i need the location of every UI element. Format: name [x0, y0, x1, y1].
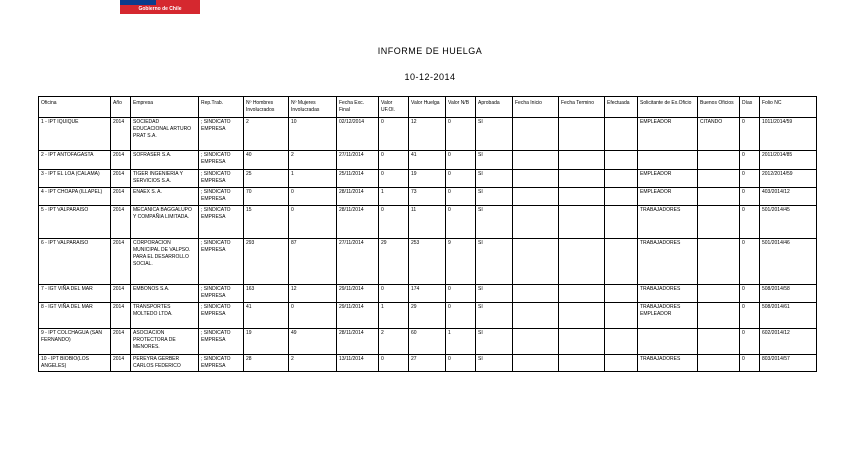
table-cell: 13/11/2014	[337, 355, 379, 372]
table-cell: 0	[446, 188, 476, 206]
table-cell: 60	[409, 329, 446, 355]
table-row	[39, 151, 817, 170]
table-cell: 1 - IPT IQUIQUE	[39, 118, 111, 151]
table-cell: 1	[379, 303, 409, 329]
table-cell: 293	[244, 239, 289, 285]
table-cell: 403/2014/12	[760, 188, 817, 206]
table-cell	[605, 118, 638, 151]
table-cell: 2014	[111, 329, 131, 355]
table-cell: 1	[379, 188, 409, 206]
table-cell: 2014	[111, 118, 131, 151]
table-cell: 0	[740, 239, 760, 285]
report-title: INFORME DE HUELGA	[377, 46, 483, 56]
table-cell: SOFRASER S.A.	[131, 151, 199, 170]
table-cell: 6 - IPT VALPARAISO	[39, 239, 111, 285]
table-cell: 0	[740, 206, 760, 239]
table-cell: ; SINDICATO EMPRESA	[199, 151, 244, 170]
table-cell	[559, 118, 605, 151]
table-body	[39, 118, 817, 372]
column-header: Año	[111, 97, 131, 118]
column-header: Rep.Trab.	[199, 97, 244, 118]
table-cell	[638, 329, 698, 355]
table-cell: 0	[740, 303, 760, 329]
table-cell	[559, 239, 605, 285]
table-cell: 0	[446, 206, 476, 239]
table-cell: 0	[740, 285, 760, 303]
table-cell	[559, 285, 605, 303]
table-cell: 40	[244, 151, 289, 170]
table-cell: ; SINDICATO EMPRESA	[199, 170, 244, 188]
table-cell: 2014	[111, 170, 131, 188]
table-cell: 11	[409, 206, 446, 239]
column-header: Fecha Termino	[559, 97, 605, 118]
table-cell: PEREYRA GERBER CARLOS FEDERICO	[131, 355, 199, 372]
column-header: Nº Hombres Involucrados	[244, 97, 289, 118]
table-cell: 2014	[111, 151, 131, 170]
table-row	[39, 329, 817, 355]
table-cell: 2	[379, 329, 409, 355]
column-header: Aprobada	[476, 97, 513, 118]
column-header: Solicitante de Ex.Oficio	[638, 97, 698, 118]
table-cell: CITANDO	[698, 118, 740, 151]
table-cell: 0	[379, 285, 409, 303]
table-cell: 501/2014/46	[760, 239, 817, 285]
table-cell: 29	[409, 303, 446, 329]
table-cell: 41	[409, 151, 446, 170]
table-row	[39, 239, 817, 285]
column-header: Valor Huelga	[409, 97, 446, 118]
strike-report-table	[38, 96, 817, 372]
table-cell: 253	[409, 239, 446, 285]
table-cell: 2014	[111, 355, 131, 372]
column-header: Valor UF.Ol.	[379, 97, 409, 118]
table-cell: ; SINDICATO EMPRESA	[199, 239, 244, 285]
table-cell	[559, 355, 605, 372]
table-cell: 0	[740, 170, 760, 188]
table-row	[39, 170, 817, 188]
table-cell: 19	[409, 170, 446, 188]
table-cell: SI	[476, 206, 513, 239]
column-header: Buenos Oficios	[698, 97, 740, 118]
logo-text: Gobierno de Chile	[120, 5, 200, 14]
table-cell: CORPORACION MUNICIPAL DE VALPSO. PARA EL DESARROLLO SOCIAL.	[131, 239, 199, 285]
table-cell: SI	[476, 303, 513, 329]
column-header: Empresa	[131, 97, 199, 118]
table-cell	[605, 170, 638, 188]
table-cell: 0	[289, 206, 337, 239]
table-cell: MECANICA BAGGALUPO Y COMPAÑIA LIMITADA.	[131, 206, 199, 239]
table-cell: 29/11/2014	[337, 303, 379, 329]
table-cell: 0	[379, 355, 409, 372]
table-cell: TRABAJADORES	[638, 206, 698, 239]
table-cell: 28	[244, 355, 289, 372]
table-cell	[513, 285, 559, 303]
table-cell	[605, 239, 638, 285]
table-cell: TRABAJADORES	[638, 239, 698, 285]
table-cell: 0	[740, 118, 760, 151]
table-cell: EMPLEADOR	[638, 118, 698, 151]
table-cell: ; SINDICATO EMPRESA	[199, 206, 244, 239]
table-cell	[605, 188, 638, 206]
table-cell: 28/11/2014	[337, 188, 379, 206]
table-cell: 0	[740, 355, 760, 372]
table-cell	[698, 188, 740, 206]
table-cell: ; SINDICATO EMPRESA	[199, 118, 244, 151]
table-cell	[605, 206, 638, 239]
table-cell: SI	[476, 151, 513, 170]
table-cell: 2014	[111, 188, 131, 206]
column-header: Fecha Exc. Final	[337, 97, 379, 118]
table-cell	[605, 329, 638, 355]
table-cell: 0	[289, 188, 337, 206]
table-cell: 174	[409, 285, 446, 303]
table-cell: 1	[289, 170, 337, 188]
table-cell: EMPLEADOR	[638, 170, 698, 188]
table-cell: ENAEX S. A.	[131, 188, 199, 206]
table-cell: SI	[476, 239, 513, 285]
table-cell: 27	[409, 355, 446, 372]
table-cell	[698, 355, 740, 372]
table-cell: SI	[476, 188, 513, 206]
table-cell	[605, 285, 638, 303]
table-cell: 28/11/2014	[337, 206, 379, 239]
report-date: 10-12-2014	[404, 72, 456, 82]
table-cell: 10 - IPT BIOBIO(LOS ANGELES)	[39, 355, 111, 372]
table-cell	[698, 170, 740, 188]
table-cell: 602/2014/12	[760, 329, 817, 355]
table-cell	[605, 303, 638, 329]
table-cell: 0	[446, 285, 476, 303]
table-cell: EMBONOS S.A.	[131, 285, 199, 303]
table-cell: SOCIEDAD EDUCACIONAL ARTURO PRAT S.A.	[131, 118, 199, 151]
table-cell: 0	[740, 329, 760, 355]
column-header: Fecha Inicio	[513, 97, 559, 118]
table-cell	[513, 151, 559, 170]
table-cell: 8 - IGT VIÑA DEL MAR	[39, 303, 111, 329]
table-cell	[513, 355, 559, 372]
table-cell: 0	[740, 188, 760, 206]
table-cell: 2014	[111, 285, 131, 303]
table-cell	[513, 188, 559, 206]
table-cell: 0	[446, 303, 476, 329]
table-cell: 2011/2014/85	[760, 151, 817, 170]
table-cell: ; SINDICATO EMPRESA	[199, 355, 244, 372]
column-header: Nº Mujeres Involucradas	[289, 97, 337, 118]
table-cell: 29	[379, 239, 409, 285]
table-cell: 28/11/2014	[337, 329, 379, 355]
table-cell: SI	[476, 118, 513, 151]
table-cell: 0	[379, 206, 409, 239]
column-header: Efectuada	[605, 97, 638, 118]
table-cell: 12	[409, 118, 446, 151]
table-row	[39, 118, 817, 151]
table-cell: 0	[446, 170, 476, 188]
table-cell	[513, 303, 559, 329]
table-header-row	[39, 97, 817, 118]
government-logo	[120, 0, 200, 14]
table-cell: 2014	[111, 239, 131, 285]
table-cell: 0	[379, 170, 409, 188]
table-cell: 0	[446, 355, 476, 372]
table-cell	[698, 329, 740, 355]
table-cell	[698, 239, 740, 285]
table-cell: 1011/2014/59	[760, 118, 817, 151]
table-cell: 87	[289, 239, 337, 285]
table-cell	[559, 188, 605, 206]
table-cell: 15	[244, 206, 289, 239]
table-cell: ; SINDICATO EMPRESA	[199, 188, 244, 206]
table-cell: 29/11/2014	[337, 285, 379, 303]
table-cell: 0	[379, 118, 409, 151]
table-cell: 27/11/2014	[337, 239, 379, 285]
table-cell: 0	[446, 151, 476, 170]
column-header: Valor N/B	[446, 97, 476, 118]
column-header: Oficina	[39, 97, 111, 118]
table-cell: TRANSPORTES MOLTEDO LTDA.	[131, 303, 199, 329]
table-cell	[513, 329, 559, 355]
table-cell	[559, 206, 605, 239]
table-cell	[698, 303, 740, 329]
table-cell: 49	[289, 329, 337, 355]
table-cell: TIGER INGENIERIA Y SERVICIOS S.A.	[131, 170, 199, 188]
table-cell: 25/11/2014	[337, 170, 379, 188]
table-cell: 12	[289, 285, 337, 303]
table-cell: ASOCIACION PROTECTORA DE MENORES.	[131, 329, 199, 355]
table-cell: 163	[244, 285, 289, 303]
table-cell: 0	[379, 151, 409, 170]
table-cell	[698, 206, 740, 239]
table-cell: 0	[289, 303, 337, 329]
table-cell: 2012/2014/59	[760, 170, 817, 188]
table-cell	[559, 329, 605, 355]
table-cell: 9	[446, 239, 476, 285]
table-cell: 0	[740, 151, 760, 170]
table-cell: ; SINDICATO EMPRESA	[199, 285, 244, 303]
table-cell: 73	[409, 188, 446, 206]
table-cell: SI	[476, 170, 513, 188]
table-cell	[698, 285, 740, 303]
table-cell: 3 - IPT EL LOA (CALAMA)	[39, 170, 111, 188]
table-cell	[559, 303, 605, 329]
table-cell: 2	[244, 118, 289, 151]
table-cell: TRABAJADORES	[638, 285, 698, 303]
table-cell: 2014	[111, 303, 131, 329]
table-cell	[698, 151, 740, 170]
table-cell: 2014	[111, 206, 131, 239]
table-row	[39, 206, 817, 239]
table-cell: SI	[476, 329, 513, 355]
table-cell: 41	[244, 303, 289, 329]
table-cell: 5 - IPT VALPARAISO	[39, 206, 111, 239]
table-cell: 2 - IPT ANTOFAGASTA	[39, 151, 111, 170]
table-cell	[513, 170, 559, 188]
table-cell: 9 - IPT COLCHAGUA (SAN FERNANDO)	[39, 329, 111, 355]
table-cell	[605, 151, 638, 170]
table-cell: ; SINDICATO EMPRESA	[199, 329, 244, 355]
table-cell: 2	[289, 151, 337, 170]
table-cell	[513, 206, 559, 239]
table-cell: 70	[244, 188, 289, 206]
column-header: Folio NC	[760, 97, 817, 118]
table-row	[39, 303, 817, 329]
table-cell: TRABAJADORES EMPLEADOR	[638, 303, 698, 329]
table-cell: 508/2014/58	[760, 285, 817, 303]
table-row	[39, 188, 817, 206]
table-cell: ; SINDICATO EMPRESA	[199, 303, 244, 329]
table-cell	[638, 151, 698, 170]
table-header	[39, 97, 817, 118]
table-row	[39, 285, 817, 303]
table-cell: TRABAJADORES	[638, 355, 698, 372]
table-cell	[559, 151, 605, 170]
table-cell: 508/2014/61	[760, 303, 817, 329]
table-cell	[559, 170, 605, 188]
table-cell: 0	[446, 118, 476, 151]
table-cell: 02/12/2014	[337, 118, 379, 151]
table-cell: 501/2014/45	[760, 206, 817, 239]
table-cell: 2	[289, 355, 337, 372]
column-header: Días	[740, 97, 760, 118]
table-cell: SI	[476, 355, 513, 372]
table-cell: SI	[476, 285, 513, 303]
table-cell: 10	[289, 118, 337, 151]
table-row	[39, 355, 817, 372]
table-cell: 7 - IGT VIÑA DEL MAR	[39, 285, 111, 303]
table-cell: 4 - IPT CHOAPA (ILLAPEL)	[39, 188, 111, 206]
table-cell	[513, 239, 559, 285]
table-cell	[513, 118, 559, 151]
table-cell: 27/11/2014	[337, 151, 379, 170]
table-cell: 25	[244, 170, 289, 188]
table-cell: 19	[244, 329, 289, 355]
table-cell: 803/2014/57	[760, 355, 817, 372]
table-cell: 1	[446, 329, 476, 355]
table-cell: EMPLEADOR	[638, 188, 698, 206]
table-cell	[605, 355, 638, 372]
